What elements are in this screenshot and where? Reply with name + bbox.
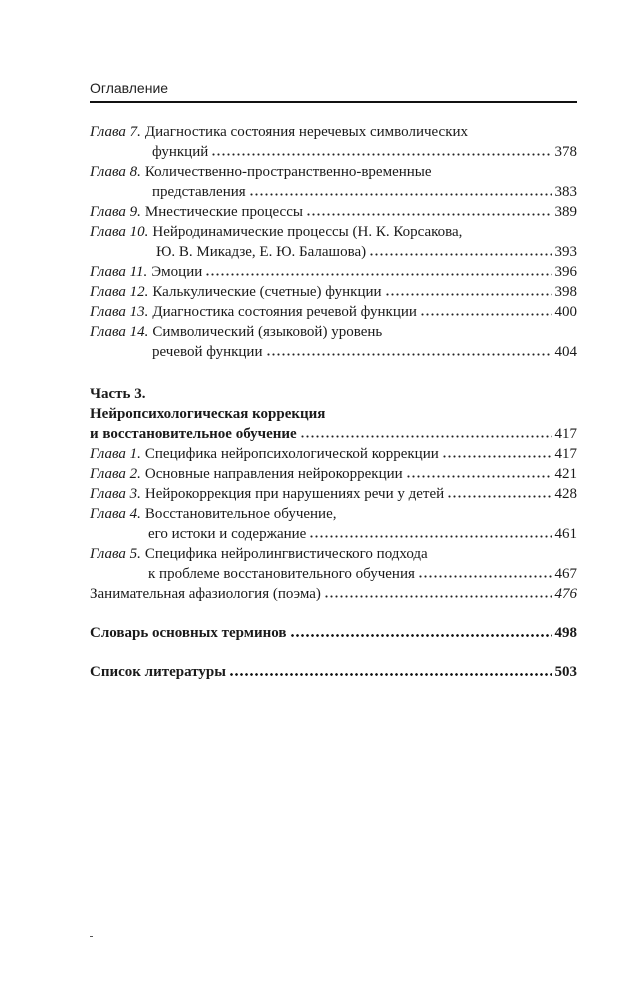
toc-entry[interactable]: [90, 282, 577, 302]
leader-dots: [369, 242, 551, 256]
toc-entry-references[interactable]: [90, 662, 577, 682]
leader-dots: [300, 424, 552, 438]
page-number: 404: [554, 344, 577, 360]
page-number: 467: [554, 566, 577, 582]
page-number: 421: [554, 466, 577, 482]
chapter-title: Нейродинамические процессы (Н. К. Корсакова,: [152, 224, 463, 240]
page-number: 503: [554, 664, 577, 680]
entry-title: Занимательная афазиология (поэма): [90, 586, 321, 602]
chapter-title: Количественно-пространственно-временные: [144, 164, 432, 180]
toc-entry-continued[interactable]: [90, 564, 577, 584]
page-number: 476: [554, 586, 577, 602]
toc-entry[interactable]: [90, 122, 577, 142]
toc-entry-continued[interactable]: [90, 182, 577, 202]
chapter-title: Специфика нейролингвистического подхода: [144, 546, 428, 562]
chapter-title: Нейрокоррекция при нарушениях речи у детей: [144, 486, 445, 502]
toc-entry[interactable]: [90, 544, 577, 564]
toc-entry[interactable]: [90, 484, 577, 504]
chapter-label: Глава 5.: [90, 546, 141, 562]
page-number: 378: [554, 144, 577, 160]
toc-entry[interactable]: [90, 202, 577, 222]
running-header: Оглавление: [90, 80, 169, 96]
part-title: Нейропсихологическая коррекция: [90, 406, 326, 422]
chapter-label: Глава 3.: [90, 486, 141, 502]
entry-title: Список литературы: [90, 664, 226, 680]
toc-entry[interactable]: [90, 162, 577, 182]
leader-dots: [249, 182, 552, 196]
leader-dots: [385, 282, 552, 296]
chapter-title: Специфика нейропсихологической коррекции: [144, 446, 439, 462]
toc-entry[interactable]: [90, 464, 577, 484]
chapter-title: Символический (языковой) уровень: [152, 324, 383, 340]
toc-entry-continued[interactable]: [90, 342, 577, 362]
toc-entry-continued[interactable]: [90, 524, 577, 544]
chapter-title: Эмоции: [151, 264, 203, 280]
chapter-title: Калькулические (счетные) функции: [152, 284, 382, 300]
header-rule: [90, 101, 577, 103]
page-number: 389: [554, 204, 577, 220]
chapter-label: Глава 12.: [90, 284, 149, 300]
chapter-title: Восстановительное обучение,: [144, 506, 337, 522]
leader-dots: [406, 464, 552, 478]
part-heading: [90, 384, 577, 404]
entry-title: Словарь основных терминов: [90, 625, 287, 641]
chapter-title-cont: представления: [152, 184, 246, 200]
chapter-title-cont: Ю. В. Микадзе, Е. Ю. Балашова): [156, 244, 367, 260]
toc-entry-glossary[interactable]: [90, 623, 577, 643]
chapter-title: Основные направления нейрокоррекции: [144, 466, 403, 482]
toc-entry-continued[interactable]: [90, 242, 577, 262]
page-number: 417: [554, 446, 577, 462]
chapter-label: Глава 11.: [90, 264, 148, 280]
leader-dots: [324, 584, 552, 598]
chapter-label: Глава 8.: [90, 164, 141, 180]
part-title-cont: и восстановительное обучение: [90, 426, 297, 442]
page-number: 428: [554, 486, 577, 502]
page-number: 400: [554, 304, 577, 320]
toc-entry[interactable]: [90, 302, 577, 322]
page-number: 396: [554, 264, 577, 280]
leader-dots: [306, 202, 552, 216]
chapter-title: Диагностика состояния речевой функции: [152, 304, 417, 320]
chapter-label: Глава 2.: [90, 466, 141, 482]
chapter-title-cont: к проблеме восстановительного обучения: [148, 566, 415, 582]
toc-entry[interactable]: [90, 222, 577, 242]
chapter-label: Глава 13.: [90, 304, 149, 320]
toc-entry[interactable]: [90, 584, 577, 604]
chapter-title: Мнестические процессы: [144, 204, 303, 220]
chapter-label: Глава 14.: [90, 324, 149, 340]
leader-dots: [309, 524, 551, 538]
chapter-label: Глава 1.: [90, 446, 141, 462]
chapter-label: Глава 9.: [90, 204, 141, 220]
chapter-label: Глава 10.: [90, 224, 149, 240]
chapter-title: Диагностика состояния неречевых символических: [144, 124, 469, 140]
chapter-label: Глава 4.: [90, 506, 141, 522]
part-number: Часть 3.: [90, 386, 146, 402]
page-number: 383: [554, 184, 577, 200]
leader-dots: [229, 662, 552, 676]
page-number: 393: [554, 244, 577, 260]
leader-dots: [418, 564, 552, 578]
toc-entry[interactable]: [90, 444, 577, 464]
toc-entry[interactable]: [90, 504, 577, 524]
page-number: 398: [554, 284, 577, 300]
leader-dots: [266, 342, 552, 356]
leader-dots: [205, 262, 551, 276]
page-mark: [90, 936, 93, 937]
page-number: 461: [554, 526, 577, 542]
toc-entry-continued[interactable]: [90, 142, 577, 162]
leader-dots: [290, 623, 552, 637]
leader-dots: [211, 142, 551, 156]
part-heading: [90, 404, 577, 424]
table-of-contents: [90, 122, 577, 682]
chapter-title-cont: речевой функции: [152, 344, 263, 360]
chapter-title-cont: функций: [152, 144, 209, 160]
page-number: 417: [554, 426, 577, 442]
leader-dots: [447, 484, 551, 498]
part-heading-entry[interactable]: [90, 424, 577, 444]
chapter-title-cont: его истоки и содержание: [148, 526, 307, 542]
toc-entry[interactable]: [90, 322, 577, 342]
chapter-label: Глава 7.: [90, 124, 141, 140]
leader-dots: [442, 444, 552, 458]
toc-entry[interactable]: [90, 262, 577, 282]
page-number: 498: [554, 625, 577, 641]
leader-dots: [420, 302, 552, 316]
